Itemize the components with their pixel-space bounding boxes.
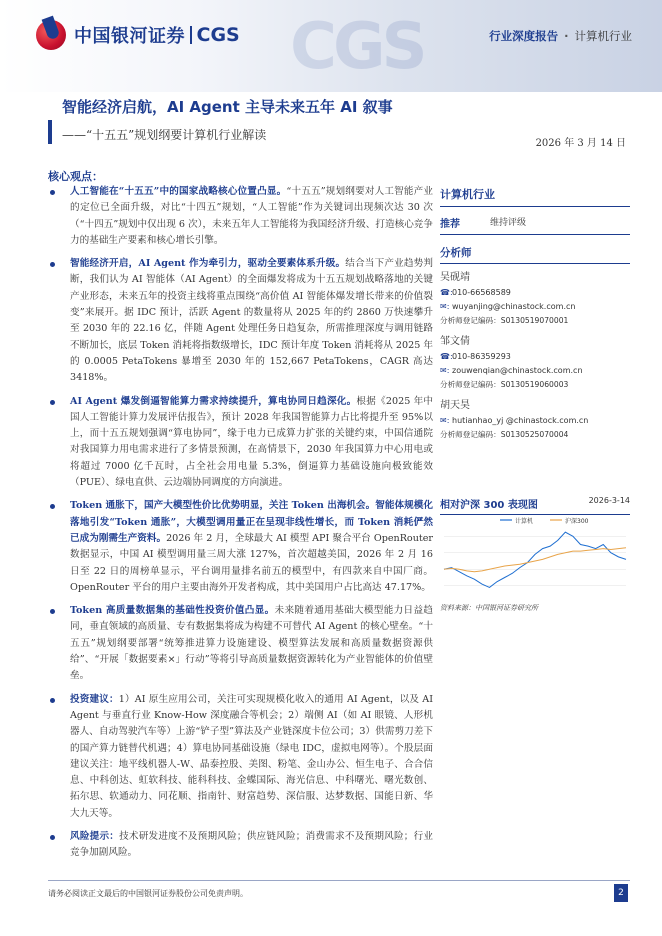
report-date: 2026 年 3 月 14 日 bbox=[535, 138, 626, 149]
page-header bbox=[0, 0, 662, 92]
bullet-item bbox=[48, 498, 433, 596]
bullet-item bbox=[48, 829, 433, 862]
chart-source: 资料来源：中国银河证券研究所 bbox=[440, 604, 538, 612]
analyst-phone: 010-86359293 bbox=[452, 352, 511, 361]
core-points bbox=[48, 184, 433, 869]
analyst-email-line bbox=[440, 364, 630, 378]
report-type: 行业深度报告 bbox=[489, 29, 559, 43]
bullet-body: 根据《2025 年中国人工智能计算力发展评估报告》，预计 2028 年我国智能算力占比将提升至 95%以上，而十五五规划强调“算电协同”，缘于电力已成算力扩张的关键约束，中国信通院对我国算力用电需求进行了多情景预测，在高情景下，2030 年我国算力中心用电或将超过 7000 亿千瓦时，占全社会用电量 5.3%，倒逼算力基础设施向极致能效（PUE）、绿电直供、云边端协同调度的方向演进。 bbox=[70, 395, 433, 489]
watermark-logo: CGS bbox=[290, 10, 424, 84]
footer-divider bbox=[48, 880, 630, 881]
sidebar-industry: 计算机行业 bbox=[440, 186, 630, 207]
bullet-body: 2026 年 2 月，全球最大 AI 模型 API 聚合平台 OpenRouter 数据显示，中国 AI 模型调用量三周大涨 127%，首次超越美国，2026 年 2 月 16 日至 22 日的周榜单显示，平台调用量排名前五的模型中，有四款来自中国厂商。OpenRouter 平台的用户主要由海外开发者构成，其中美国用户占比高达 47.17%。 bbox=[70, 532, 434, 593]
email-icon: ✉: bbox=[440, 302, 450, 311]
analyst-email[interactable]: wuyanjing@chinastock.com.cn bbox=[452, 302, 576, 311]
logo-cn-text: 中国银河证券 bbox=[74, 26, 185, 47]
page-number: 2 bbox=[614, 884, 628, 902]
bullet-head: 风险提示： bbox=[70, 830, 120, 842]
bullet-item bbox=[48, 394, 433, 492]
analyst-name: 胡天昊 bbox=[440, 400, 470, 411]
rating-value: 维持评级 bbox=[490, 218, 527, 228]
header-tag bbox=[489, 28, 632, 44]
legend-label: 计算机 bbox=[515, 518, 534, 525]
phone-icon: ☎: bbox=[440, 288, 453, 297]
bullet-head: Token 通胀下，国产大模型性价比优势明显，关注 Token 出海机会。智能体规模化落地引发“Token 通胀”，大模型调用量正在呈现非线性增长，而 Token 消耗俨然已成为刚需生产资料。 bbox=[70, 500, 433, 544]
bullet-item bbox=[48, 256, 433, 386]
email-icon: ✉: bbox=[440, 366, 450, 375]
cgs-logo bbox=[36, 20, 240, 50]
analyst-email[interactable]: zouwenqian@chinastock.com.cn bbox=[452, 366, 583, 375]
analyst-name: 吴砚靖 bbox=[440, 272, 470, 283]
rating-label: 推荐 bbox=[440, 219, 460, 230]
footer-disclaimer: 请务必阅读正文最后的中国银河证券股份公司免责声明。 bbox=[48, 889, 248, 898]
bullet-item bbox=[48, 692, 433, 822]
analyst-reg: 分析师登记编码：S0130525070004 bbox=[440, 430, 569, 439]
email-icon: ✉: bbox=[440, 416, 450, 425]
analyst-name: 邹文倩 bbox=[440, 336, 470, 347]
relative-performance-chart bbox=[440, 514, 630, 598]
bullet-head: 人工智能在“十五五”中的国家战略核心位置凸显。 bbox=[70, 186, 287, 197]
logo-en-text: CGS bbox=[196, 24, 240, 46]
analyst-card bbox=[440, 332, 630, 392]
analyst-phone: 010-66568589 bbox=[452, 288, 511, 297]
series-line-computer bbox=[444, 532, 626, 587]
analyst-email[interactable]: hutianhao_yj @chinastock.com.cn bbox=[452, 416, 589, 425]
chart-header bbox=[440, 496, 630, 515]
analyst-email-line bbox=[440, 300, 630, 314]
header-separator: · bbox=[564, 29, 569, 43]
bullet-body: 技术研发进度不及预期风险；供应链风险；消费需求不及预期风险；行业竞争加剧风险。 bbox=[70, 830, 434, 859]
bullet-head: 投资建议： bbox=[70, 693, 119, 705]
phone-icon: ☎: bbox=[440, 352, 453, 361]
cgs-logo-icon bbox=[36, 20, 66, 50]
bullet-body: 结合当下产业趋势判断，我们认为 AI 智能体（AI Agent）的全面爆发将成为十五五规划战略落地的关键产业形态，未来五年的投资主线将重点围绕“高价值 AI 智能体爆发增长带来的价值裂变”来展开。据 IDC 预计，活跃 Agent 的数量将从 2025 年的约 2860 万快速攀升至 2030 年的 22.16 亿，伴随 Agent 处理任务日趋复杂，所需推理深度与调用链路不断加长，底层 Token 消耗将指数级增长，IDC 预计年度 Token 消耗将从 2025 年的 0.0005 PetaTokens 暴增至 2030 年的 152,667 PetaTokens，CAGR 高达 3418%。 bbox=[70, 258, 433, 384]
bullet-body: “十五五”规划纲要对人工智能产业的定位已全面升级，对比“十四五”规划，“人工智能”作为关键词出现频次达 30 次（“十四五”规划中仅出现 6 次），未来五年人工智能将为我国经济升级、打造核心竞争力的基础生产要素和核心增长引擎。 bbox=[70, 186, 433, 246]
bullet-body: 未来随着通用基础大模型能力日益趋同，垂直领域的高质量、专有数据集将成为构建不可替代 AI Agent 的核心壁垒。“十五五”规划纲要部署“统筹推进算力设施建设、模型算法发展和高质量数据资源供给”、“开展「数据要素×」行动”等将引导高质量数据资源转化为产业智能体的价值壁垒。 bbox=[70, 605, 433, 682]
analyst-reg: 分析师登记编码：S0130519070001 bbox=[440, 316, 569, 325]
subtitle-accent-bar bbox=[48, 120, 52, 144]
chart-title: 相对沪深 300 表现图 bbox=[440, 500, 538, 511]
rating-row bbox=[440, 215, 630, 235]
chart-date: 2026-3-14 bbox=[588, 496, 630, 505]
bullet-item bbox=[48, 184, 433, 249]
bullet-item bbox=[48, 603, 433, 684]
analyst-email-line bbox=[440, 414, 630, 428]
analyst-phone-line bbox=[440, 286, 630, 300]
analyst-card bbox=[440, 396, 630, 442]
report-title: 智能经济启航，AI Agent 主导未来五年 AI 叙事 bbox=[62, 98, 393, 116]
bullet-head: Token 高质量数据集的基础性投资价值凸显。 bbox=[70, 605, 275, 617]
series-line-csi300 bbox=[444, 548, 626, 572]
chart-svg bbox=[440, 514, 630, 598]
bullet-body: 1）AI 原生应用公司，关注可实现规模化收入的通用 AI Agent，以及 AI Agent 与垂直行业 Know-How 深度融合等机会；2）端侧 AI（如 AI 眼镜、人形机器人、自动驾驶汽车等）上游“铲子型”算法及产业链深度卡位公司；3）供需剪刀差下的国产算力链替代机遇；4）算电协同基础设施（绿电 IDC，虚拟电网等）。个股层面建议关注：地平线机器人-W、晶泰控股、美图、粉笔、金山办公、恒生电子、合合信息、中科创达、虹软科技、能科科技、金蝶国际、海光信息、中科曙光、曙光数创、拓尔思、软通动力、同花顺、指南针、财富趋势、深信服、达梦数据、国能日新、华大九天等。 bbox=[70, 693, 433, 819]
header-industry: 计算机行业 bbox=[574, 29, 632, 43]
bullet-head: AI Agent 爆发倒逼智能算力需求持续提升，算电协同日趋深化。 bbox=[70, 395, 357, 407]
analyst-card bbox=[440, 268, 630, 328]
sidebar bbox=[440, 186, 630, 442]
analyst-heading: 分析师 bbox=[440, 245, 630, 264]
core-label: 核心观点： bbox=[48, 170, 103, 183]
report-subtitle: ——“十五五”规划纲要计算机行业解读 bbox=[62, 128, 267, 142]
legend-label: 沪深300 bbox=[565, 518, 589, 525]
analyst-phone-line bbox=[440, 350, 630, 364]
analyst-reg: 分析师登记编码：S0130519060003 bbox=[440, 380, 569, 389]
bullet-head: 智能经济开启，AI Agent 作为牵引力，驱动全要素体系升级。 bbox=[70, 258, 346, 270]
logo-separator bbox=[190, 26, 192, 44]
